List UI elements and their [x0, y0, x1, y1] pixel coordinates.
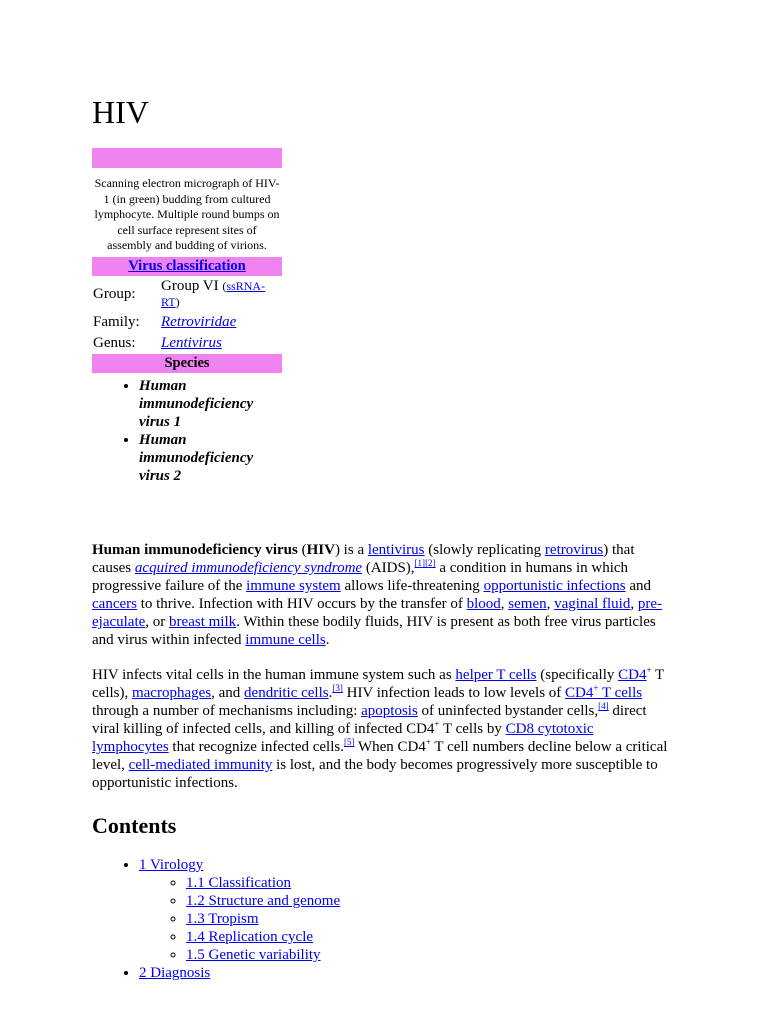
cd8-link[interactable]: CD8 cytotoxic lymphocytes — [92, 721, 594, 755]
immune-cells-link[interactable]: immune cells — [245, 632, 326, 648]
toc-item — [139, 964, 340, 982]
immune-system-link[interactable]: immune system — [246, 578, 341, 594]
ref-5[interactable]: [5] — [343, 737, 355, 747]
dendritic-cells-link[interactable]: dendritic cells — [244, 685, 329, 701]
toc-item — [139, 856, 340, 964]
contents-heading: Contents — [92, 813, 177, 838]
toc-link-replication[interactable]: 1.4 Replication cycle — [186, 929, 314, 945]
opportunistic-infections-link[interactable]: opportunistic infections — [483, 578, 626, 594]
table-of-contents — [92, 856, 340, 982]
species-header: Species — [92, 354, 282, 373]
ref-3[interactable]: [3] — [332, 683, 343, 693]
toc-link-structure[interactable]: 1.2 Structure and genome — [186, 893, 341, 909]
virus-classification-header[interactable] — [92, 257, 282, 276]
ref-4[interactable]: [4] — [598, 701, 609, 711]
bold-abbr: HIV — [306, 542, 335, 558]
group-value-text: Group VI — [161, 277, 219, 294]
ref-2[interactable]: [2] — [425, 558, 436, 568]
toc-subitem — [186, 910, 340, 928]
virus-classification-link[interactable]: Virus classification — [128, 257, 246, 274]
infobox-caption: Scanning electron micrograph of HIV-1 (in green) budding from cultured lymphocyte. Multiple round bumps on cell surface represent sites of assembly and budding of virions. — [94, 176, 280, 252]
group-value — [161, 278, 282, 310]
ssrna-rt-link[interactable]: ssRNA-RT — [161, 278, 266, 309]
genus-label: Genus: — [93, 335, 136, 351]
intro-paragraph: Human immunodeficiency virus (HIV) is a lentivirus (slowly replicating retrovirus) that causes acquired immunodeficiency syndrome (AIDS),[1][2] a condition in humans in which progressive failure of the immune system allows life-threatening opportunistic infections and cancers to thrive. Infection with HIV occurs by the transfer of blood, semen, vaginal fluid, pre-ejaculate, or breast milk. Within these bodily fluids, HIV is present as both free virus particles and virus within infected immune cells. — [92, 542, 662, 648]
retrovirus-link[interactable]: retrovirus — [544, 542, 604, 558]
cd4-link[interactable]: CD4 — [618, 667, 647, 683]
infobox-title-band — [92, 148, 282, 168]
retroviridae-link[interactable]: Retroviridae — [161, 314, 237, 330]
toc-link-diagnosis[interactable]: 2 Diagnosis — [139, 965, 211, 981]
cell-mediated-immunity-link[interactable]: cell-mediated immunity — [128, 757, 273, 773]
toc-subitem — [186, 874, 340, 892]
ref-1[interactable]: [1] — [414, 558, 426, 568]
lentivirus-link[interactable]: lentivirus — [367, 542, 425, 558]
lentivirus-genus-link[interactable]: Lentivirus — [161, 335, 222, 351]
group-paren-close: ) — [175, 294, 180, 309]
pre-ejaculate-link[interactable]: pre-ejaculate — [92, 596, 662, 630]
blood-link[interactable]: blood — [466, 596, 501, 612]
cd4-t-cells-link[interactable]: CD4+ T cells — [565, 683, 643, 701]
group-label: Group: — [93, 285, 136, 302]
toc-subitem — [186, 892, 340, 910]
toc-link-tropism[interactable]: 1.3 Tropism — [186, 911, 259, 927]
species-list — [92, 377, 282, 485]
infobox-row-genus — [92, 333, 282, 354]
toc-subitem — [186, 946, 340, 964]
species-item: • Human immunodeficiency virus 1 — [139, 377, 267, 431]
page-title: HIV — [92, 94, 149, 130]
toc-link-virology[interactable]: 1 Virology — [139, 857, 204, 873]
infobox — [92, 148, 282, 485]
toc-link-classification[interactable]: 1.1 Classification — [186, 875, 291, 891]
infobox-row-group — [92, 276, 282, 312]
family-label: Family: — [93, 314, 140, 330]
bold-virus-name: Human immunodeficiency virus — [92, 542, 298, 558]
apoptosis-link[interactable]: apoptosis — [361, 703, 418, 719]
helper-t-cells-link[interactable]: helper T cells — [455, 667, 537, 683]
semen-link[interactable]: semen — [508, 596, 547, 612]
toc-link-genetic[interactable]: 1.5 Genetic variability — [186, 947, 321, 963]
cancers-link[interactable]: cancers — [92, 596, 137, 612]
aids-link[interactable]: acquired immunodeficiency syndrome — [134, 560, 363, 576]
infection-paragraph: HIV infects vital cells in the human immune system such as helper T cells (specifically CD4+ T cells), macrophages, and dendritic cells.[3] HIV infection leads to low levels of CD4+ T cells through a number of mechanisms including: apoptosis of uninfected bystander cells,[4] direct viral killing of infected cells, and killing of infected CD4+ T cells by CD8 cytotoxic lymphocytes that recognize infected cells.[5] When CD4+ T cell numbers decline below a critical level, cell-mediated immunity is lost, and the body becomes progressively more susceptible to opportunistic infections. — [92, 665, 668, 791]
toc-subitem — [186, 928, 340, 946]
group-paren-open: ( — [222, 278, 227, 293]
macrophages-link[interactable]: macrophages — [131, 685, 212, 701]
vaginal-fluid-link[interactable]: vaginal fluid — [554, 596, 631, 612]
infobox-row-family — [92, 312, 282, 333]
species-item: • Human immunodeficiency virus 2 — [139, 431, 267, 485]
breast-milk-link[interactable]: breast milk — [169, 614, 237, 630]
